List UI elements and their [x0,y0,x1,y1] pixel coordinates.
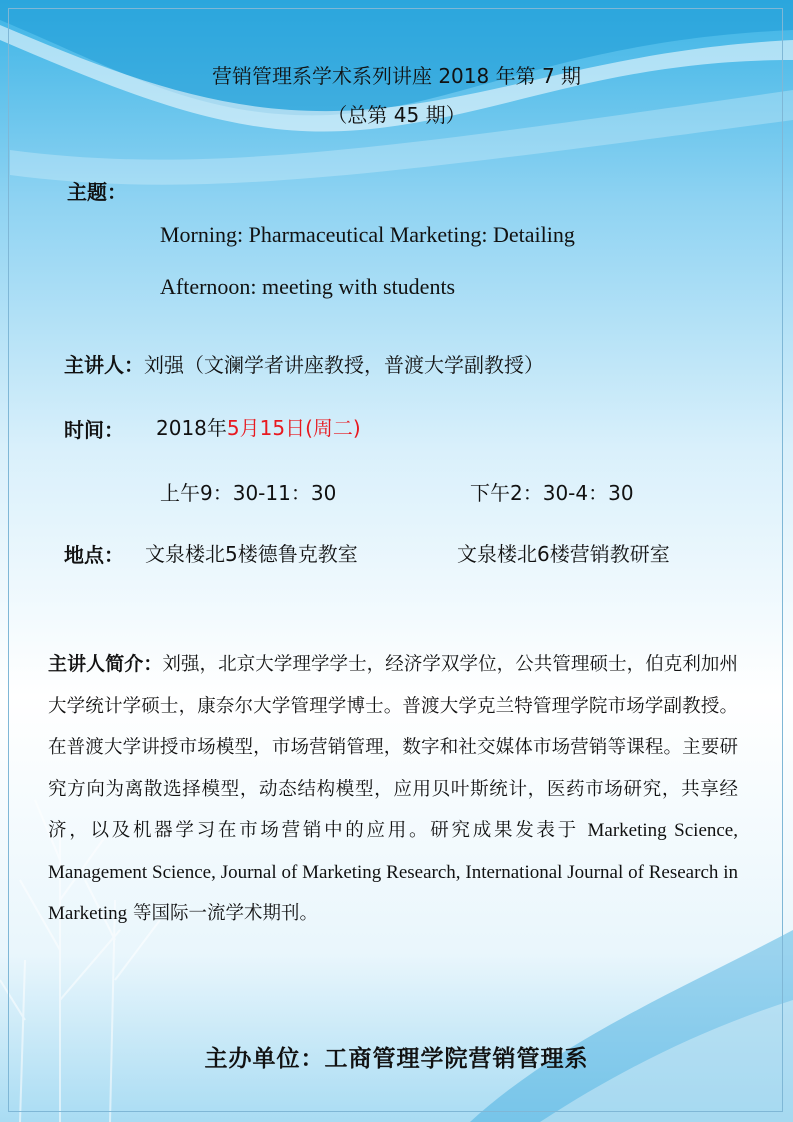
speaker-bio [48,644,738,935]
date-year: 2018年 [156,416,227,440]
bio-label: 主讲人简介： [48,653,163,675]
bio-text: 刘强，北京大学理学学士，经济学双学位，公共管理硕士，伯克利加州大学统计学硕士，康奈尔大学管理学博士。普渡大学克兰特管理学院市场学副教授。在普渡大学讲授市场模型，市场营销管理，数字和社交媒体市场营销等课程。主要研究方向为离散选择模型，动态结构模型，应用贝叶斯统计，医药市场研究，共享经济，以及机器学习在市场营销中的应用。研究成果发表于 [48,654,738,841]
topic-morning: Morning: Pharmaceutical Marketing: Detailing [160,222,575,247]
time-morning: 上午9：30-11：30 [160,481,337,505]
issue-number: （总第 45 期） [327,103,466,127]
bio-text-end: 等国际一流学术期刊。 [127,903,319,924]
date-row [156,412,361,441]
bio-journals: Marketing Science, Management Science, Journal of Marketing Research, International Journal of Research in Marketing [48,820,738,924]
date-highlight: 5月15日(周二) [226,416,361,440]
time-afternoon: 下午2：30-4：30 [470,481,634,505]
organizer: 主办单位：工商管理学院营销管理系 [204,1045,589,1072]
topic-label: 主题： [67,180,127,204]
time-label: 时间： [64,418,124,442]
speaker-name: 刘强（文澜学者讲座教授，普渡大学副教授） [144,353,544,377]
location-room-1: 文泉楼北5楼德鲁克教室 [145,542,358,566]
location-label: 地点： [64,543,124,567]
series-title: 营销管理系学术系列讲座 2018 年第 7 期 [211,64,582,88]
speaker-row [64,349,544,378]
topic-afternoon: Afternoon: meeting with students [160,274,456,299]
speaker-label: 主讲人： [64,353,144,377]
location-room-2: 文泉楼北6楼营销教研室 [457,542,670,566]
